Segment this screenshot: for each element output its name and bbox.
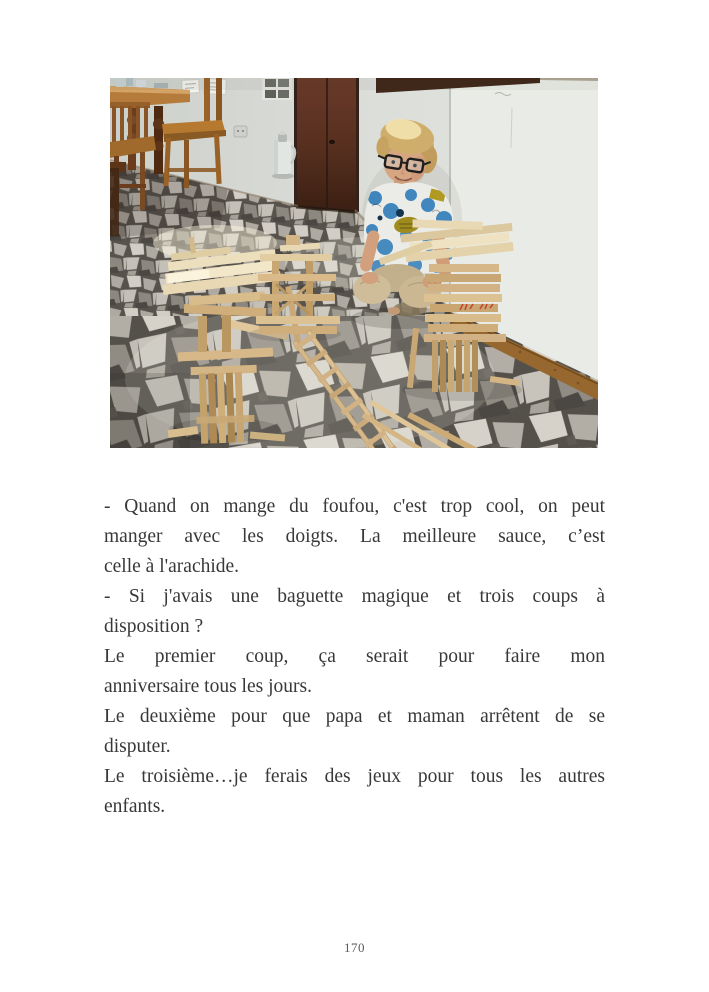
page-number: 170 <box>344 940 365 955</box>
photo <box>110 78 598 448</box>
power-outlet <box>234 126 247 137</box>
body-text-line: disposition ? <box>104 616 204 637</box>
body-text-line: enfants. <box>104 796 166 817</box>
body-text-line: disputer. <box>104 736 171 757</box>
photo-vignette <box>110 78 598 90</box>
body-text-line: Le premier coup, ça serait pour faire mon <box>104 646 605 667</box>
body-text-line: anniversaire tous les jours. <box>104 676 312 697</box>
body-text <box>104 492 605 822</box>
body-text-line: celle à l'arachide. <box>104 556 240 577</box>
body-text-line: manger avec les doigts. La meilleure sauce, c’est <box>104 526 605 547</box>
body-text-line: - Si j'avais une baguette magique et trois coups à <box>104 586 605 607</box>
body-text-line: Le troisième…je ferais des jeux pour tous les autres <box>104 766 605 787</box>
wooden-door <box>294 78 359 212</box>
body-text-line: Le deuxième pour que papa et maman arrêtent de se <box>104 706 605 727</box>
body-text-line: - Quand on mange du foufou, c'est trop cool, on peut <box>104 496 605 517</box>
